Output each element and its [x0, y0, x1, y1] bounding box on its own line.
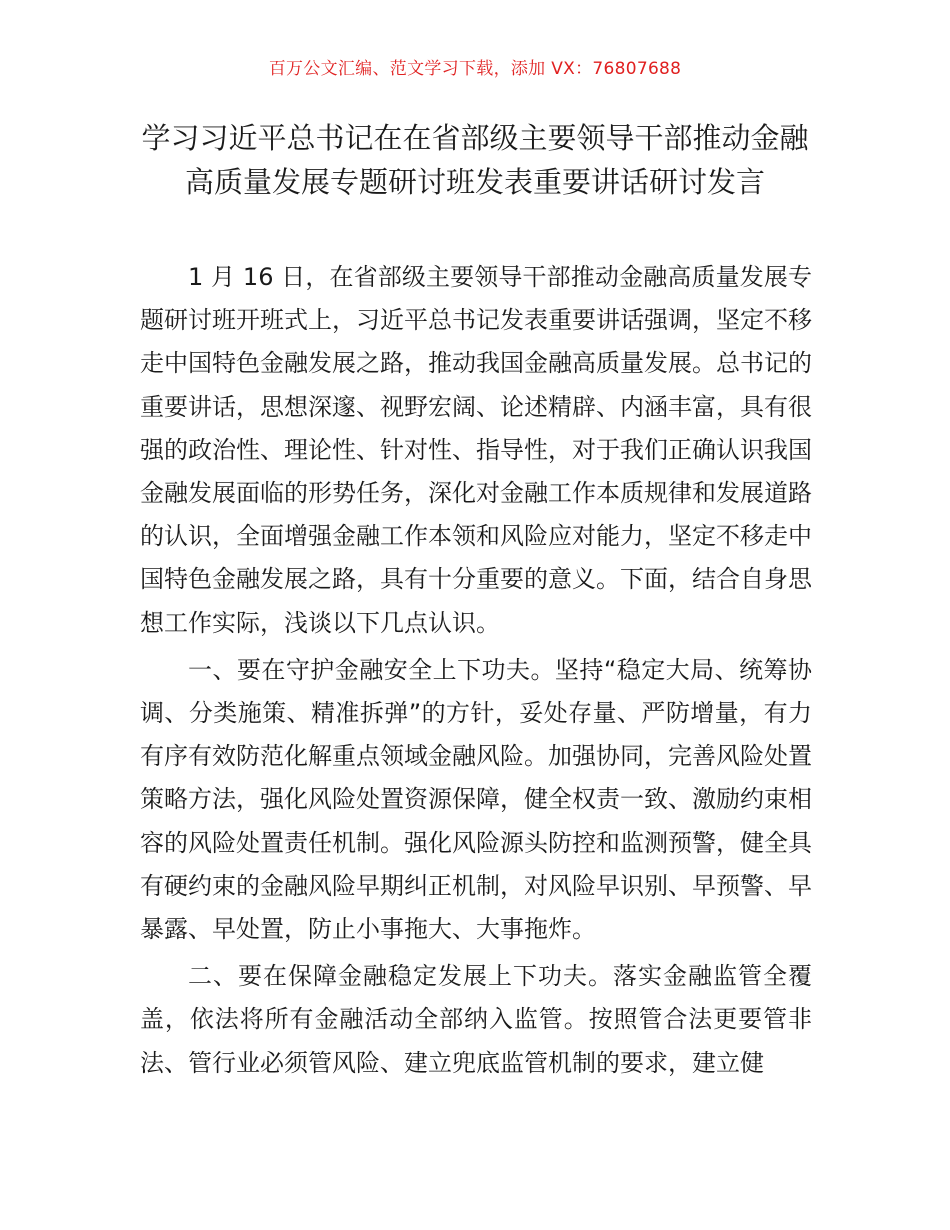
document-body	[140, 256, 812, 1089]
header-promo-note: 百万公文汇编、范文学习下载，添加 VX：76807688	[268, 59, 682, 79]
paragraph-point-two: 二、要在保障金融稳定发展上下功夫。落实金融监管全覆盖，依法将所有金融活动全部纳入监管。按照管合法更要管非法、管行业必须管风险、建立兜底监管机制的要求，建立健	[140, 962, 812, 1077]
paragraph-intro: 1 月 16 日，在省部级主要领导干部推动金融高质量发展专题研讨班开班式上，习近平总书记发表重要讲话强调，坚定不移走中国特色金融发展之路，推动我国金融高质量发展。总书记的重要讲话，思想深邃、视野宏阔、论述精辟、内涵丰富，具有很强的政治性、理论性、针对性、指导性，对于我们正确认识我国金融发展面临的形势任务，深化对金融工作本质规律和发展道路的认识，全面增强金融工作本领和风险应对能力，坚定不移走中国特色金融发展之路，具有十分重要的意义。下面，结合自身思想工作实际，浅谈以下几点认识。	[140, 263, 812, 637]
document-title: 学习习近平总书记在在省部级主要领导干部推动金融高质量发展专题研讨班发表重要讲话研讨发言	[141, 121, 809, 199]
paragraph-point-one: 一、要在守护金融安全上下功夫。坚持“稳定大局、统筹协调、分类施策、精准拆弹”的方针，妥处存量、严防增量，有力有序有效防范化解重点领域金融风险。加强协同，完善风险处置策略方法，强化风险处置资源保障，健全权责一致、激励约束相容的风险处置责任机制。强化风险源头防控和监测预警，健全具有硬约束的金融风险早期纠正机制，对风险早识别、早预警、早暴露、早处置，防止小事拖大、大事拖炸。	[140, 655, 812, 944]
